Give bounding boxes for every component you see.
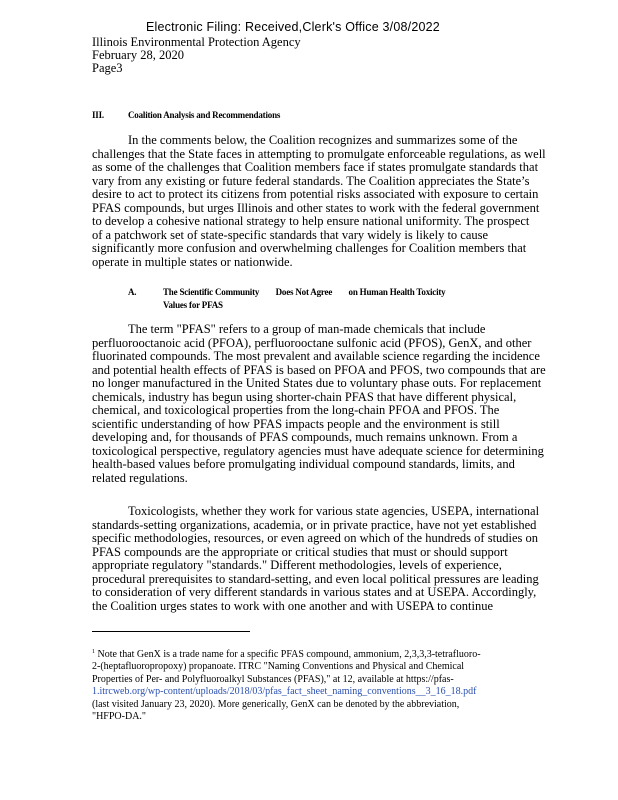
footnote-line: "HFPO-DA." [92,711,147,723]
subsection-title-line: Values for PFAS [163,300,223,310]
paragraph-line: operate in multiple states or nationwide. [92,254,293,269]
paragraph-line: as some of the challenges that Coalition members face if states promulgate standards that [92,160,539,175]
paragraph-line: vary from any existing or future federal standards. The Coalition appreciates the State’s [92,173,530,188]
paragraph-line: perfluorooctanoic acid (PFOA), perfluorooctane sulfonic acid (PFOS), GenX, and other [92,335,532,350]
paragraph-line: specific methodologies, resources, or even agreed on which of the hundreds of studies on [92,531,539,546]
subsection-title [163,286,503,312]
paragraph-line: PFAS compounds, but urges Illinois and other states to work with the federal government [92,200,540,215]
paragraph-line: significantly more confusion and overwhelming challenges for Coalition members that [92,241,527,256]
footnote-line: Properties of Per- and Polyfluoroalkyl Substances (PFAS)," at 12, available at https://pfas- [92,673,454,685]
toxicologists-paragraph [92,505,548,613]
paragraph-line: standards-setting organizations, academia, or in private practice, have not yet established [92,517,537,532]
section-number: III. [92,110,104,120]
paragraph-line: and potential health effects of PFAS is based on PFOA and PFOS, two compounds that are [92,362,546,377]
footnote-line [92,646,552,661]
paragraph-line: The term "PFAS" refers to a group of man-made chemicals that include [128,322,486,336]
paragraph-line: In the comments below, the Coalition recognizes and summarizes some of the [128,133,518,147]
footnote-link[interactable]: 1.itrcweb.org/wp-content/uploads/2018/03/pfas_fact_sheet_naming_conventions__3_16_18.pdf [92,686,477,698]
paragraph-line: appropriate regulatory "standards." Different methodologies, levels of experience, [92,558,502,573]
footnote-divider [92,631,250,632]
paragraph-line: the Coalition urges states to work with one another and with USEPA to continue [92,598,494,613]
paragraph-line: no longer manufactured in the United States due to voluntary phase outs. For replacement [92,376,542,391]
paragraph-line: developing and, for thousands of PFAS compounds, much remains unknown. From a [92,430,518,445]
section-heading [92,110,280,120]
page-number: Page3 [92,61,123,76]
letterhead [92,36,301,76]
agency-name: Illinois Environmental Protection Agency [92,35,301,49]
paragraph-line: to develop a cohesive national strategy to help ensure national uniformity. The prospect [92,214,530,229]
footnote-line-text: Note that GenX is a trade name for a specific PFAS compound, ammonium, 2,3,3,3-tetrafluoro- [97,649,481,660]
paragraph-line: to consideration of very different standards in various states and at USEPA. Accordingly, [92,585,537,600]
letter-date: February 28, 2020 [92,48,184,63]
subsection-letter: A. [128,287,137,297]
paragraph-line: health-based values before promulgating individual compound standards, limits, and [92,457,515,472]
paragraph-line: related regulations. [92,471,188,486]
footnote-marker: 1 [92,649,95,655]
paragraph-line: chemical, and toxicological properties from the long-chain PFOA and PFOS. The [92,403,500,418]
paragraph-line: fluorinated compounds. The most prevalent and available science regarding the incidence [92,349,540,364]
pfas-paragraph [92,323,548,486]
section-title: Coalition Analysis and Recommendations [128,110,281,120]
paragraph-line: procedural prerequisites to standard-setting, and even local political pressures are leading [92,571,539,586]
footnote-line: (last visited January 23, 2020). More generically, GenX can be denoted by the abbreviation, [92,698,460,710]
footnote [92,646,552,723]
paragraph-line: challenges that the State faces in attempting to promulgate enforceable regulations, as well [92,146,546,161]
paragraph-line: PFAS compounds are the appropriate or critical studies that must or should support [92,544,508,559]
paragraph-line: of a patchwork set of state-specific standards that vary widely is likely to cause [92,227,489,242]
paragraph-line: chemicals, industry has begun using shorter-chain PFAS that have different physical, [92,389,517,404]
paragraph-line: desire to act to protect its citizens from potential risks associated with exposure to certain [92,187,539,202]
paragraph-line: toxicological perspective, regulatory agencies must have adequate science for determining [92,443,544,458]
footnote-line: 2-(heptafluoropropoxy) propanoate. ITRC "Naming Conventions and Physical and Chemical [92,661,465,673]
paragraph-line: scientific understanding of how PFAS impacts people and the environment is still [92,416,500,431]
filing-stamp: Electronic Filing: Received,Clerk's Office 3/08/2022 [146,20,440,34]
subsection-title-line: The Scientific Community Does Not Agree on Human Health Toxicity [163,287,446,297]
paragraph-line: Toxicologists, whether they work for various state agencies, USEPA, international [128,504,540,518]
intro-paragraph [92,134,548,269]
